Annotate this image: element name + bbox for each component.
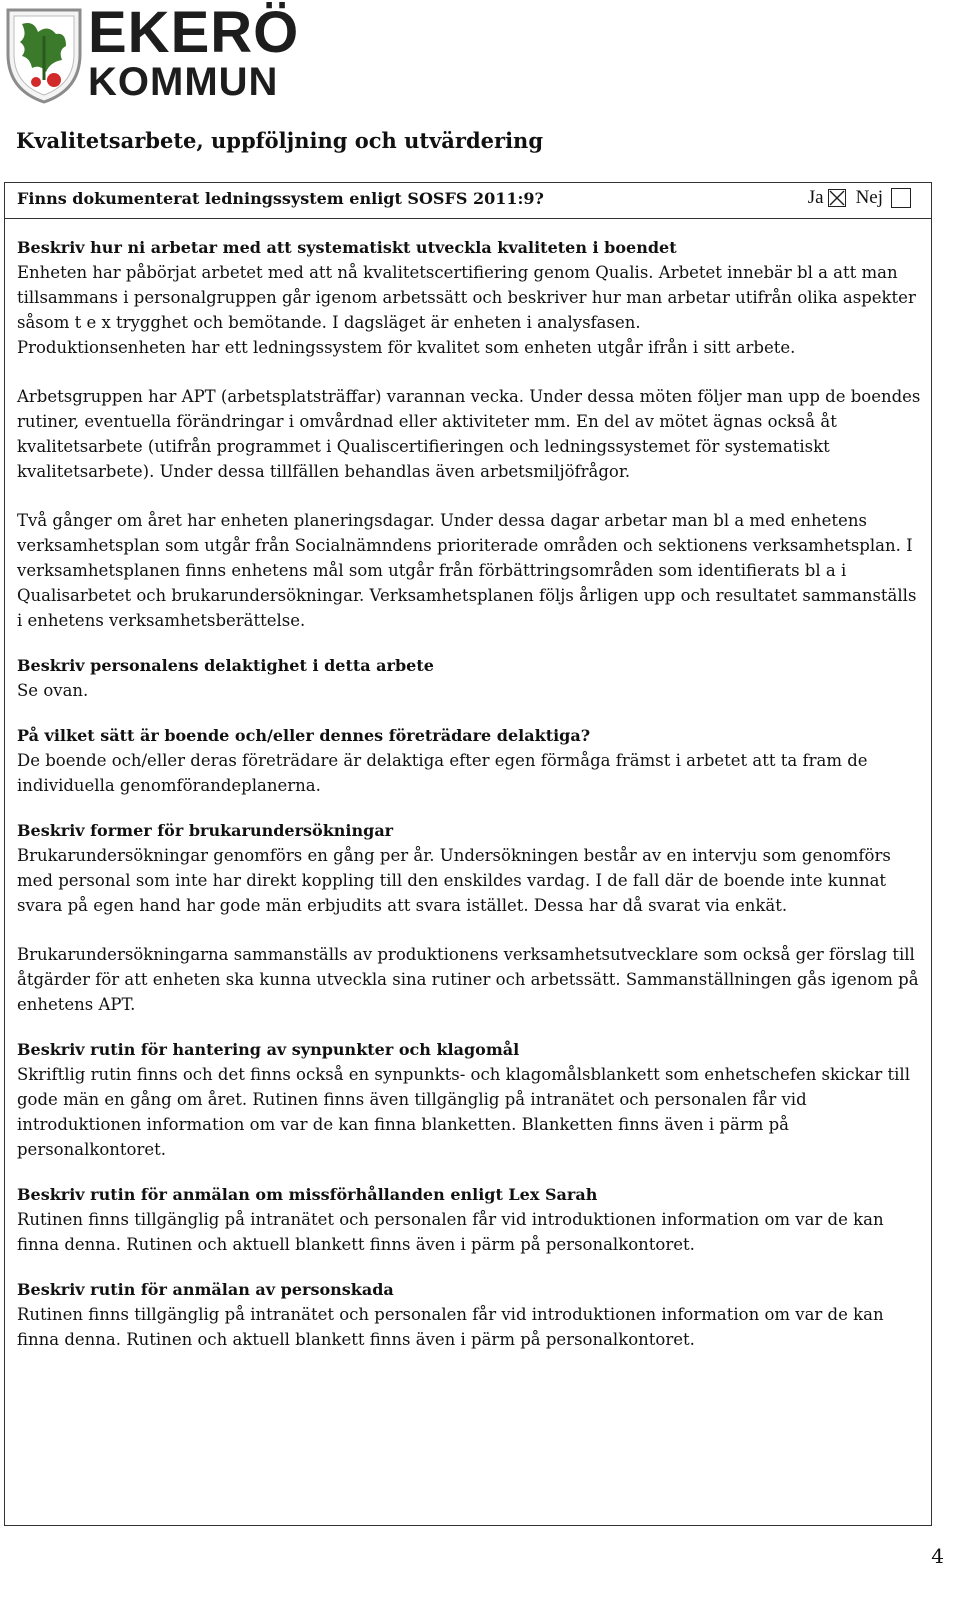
- section-heading-staff-involvement: Beskriv personalens delaktighet i detta arbete: [17, 656, 434, 675]
- section-text: Brukarundersökningarna sammanställs av produktionens verksamhetsutvecklare som också ger förslag till åtgärder för att enheten ska kunna utveckla sina rutiner och arbetssätt. Sammanställningen gås igenom på enhetens APT.: [17, 945, 919, 1014]
- section-text: Rutinen finns tillgänglig på intranätet och personalen får vid introduktionen information om var de kan finna denna. Rutinen och aktuell blankett finns även i pärm på personalkontoret.: [17, 1210, 884, 1254]
- section-text: Enheten har påbörjat arbetet med att nå kvalitetscertifiering genom Qualis. Arbetet innebär bl a att man tillsammans i personalgruppen går igenom arbetssätt och beskriver hur man arbetar utifrån olika aspekter såsom t e x trygghet och bemötande. I dagsläget är enheten i analysfasen.: [17, 263, 916, 332]
- section-heading-user-surveys: Beskriv former för brukarundersökningar: [17, 821, 394, 840]
- yes-no-answer: [808, 187, 917, 209]
- form-content: [17, 235, 922, 1352]
- page-number: 4: [931, 1544, 944, 1568]
- section-text: Rutinen finns tillgänglig på intranätet och personalen får vid introduktionen information om var de kan finna denna. Rutinen och aktuell blankett finns även i pärm på personalkontoret.: [17, 1305, 884, 1349]
- section-text: Skriftlig rutin finns och det finns också en synpunkts- och klagomålsblankett som enhetschefen skickar till gode män en gång om året. Rutinen finns även tillgänglig på intranätet och personalen får vid introduktionen information om var de kan finna blanketten. Blanketten finns även i pärm på personalkontoret.: [17, 1065, 910, 1159]
- yes-label: Ja: [807, 187, 824, 208]
- no-label: Nej: [855, 187, 883, 208]
- logo: [0, 0, 300, 110]
- section-text: Produktionsenheten har ett ledningssystem för kvalitet som enheten utgår ifrån i sitt arbete.: [17, 338, 796, 357]
- section-heading-resident-involvement: På vilket sätt är boende och/eller dennes företrädare delaktiga?: [17, 726, 591, 745]
- page-title: Kvalitetsarbete, uppföljning och utvärdering: [16, 128, 544, 153]
- logo-name-line1: EKERÖ: [88, 0, 300, 65]
- ledningssystem-question-row: [5, 183, 931, 219]
- ledningssystem-question: Finns dokumenterat ledningssystem enligt SOSFS 2011:9?: [17, 189, 544, 208]
- checked-x-icon: [829, 190, 845, 206]
- form-box: [4, 182, 932, 1526]
- section-text: Se ovan.: [17, 681, 89, 700]
- section-heading-personal-injury: Beskriv rutin för anmälan av personskada: [17, 1280, 394, 1299]
- section-text: Två gånger om året har enheten planeringsdagar. Under dessa dagar arbetar man bl a med enhetens verksamhetsplan som utgår från Socialnämndens prioriterade områden och sektionens verksamhetsplan. I verksamhetsplanen finns enhetens mål som utgår från förbättringsområden som identifierats bl a i Qualisarbetet och brukarundersökningar. Verksamhetsplanen följs årligen upp och resultatet sammanställs i enhetens verksamhetsberättelse.: [17, 511, 917, 630]
- section-text: De boende och/eller deras företrädare är delaktiga efter egen förmåga främst i arbetet att ta fram de individuella genomförandeplanerna.: [17, 751, 868, 795]
- section-heading-quality: Beskriv hur ni arbetar med att systematiskt utveckla kvaliteten i boendet: [17, 238, 677, 257]
- logo-name-line2: KOMMUN: [88, 60, 279, 104]
- section-text: Brukarundersökningar genomförs en gång per år. Undersökningen består av en intervju som genomförs med personal som inte har direkt koppling till den enskildes vardag. I de fall där de boende inte kunnat svara på egen hand har gode män erbjudits att svara istället. Dessa har då svarat via enkät.: [17, 846, 891, 915]
- yes-checkbox[interactable]: [828, 189, 846, 207]
- section-heading-lex-sarah: Beskriv rutin för anmälan om missförhållanden enligt Lex Sarah: [17, 1185, 598, 1204]
- section-text: Arbetsgruppen har APT (arbetsplatsträffar) varannan vecka. Under dessa möten följer man upp de boendes rutiner, eventuella förändringar i omvårdnad eller aktiviteter mm. En del av mötet ägnas också åt kvalitetsarbete (utifrån programmet i Qualiscertifieringen och ledningssystemet för systematiskt kvalitetsarbete). Under dessa tillfällen behandlas även arbetsmiljöfrågor.: [17, 387, 921, 481]
- section-heading-complaints: Beskriv rutin för hantering av synpunkter och klagomål: [17, 1040, 520, 1059]
- municipal-shield-icon: [4, 2, 84, 106]
- no-checkbox[interactable]: [891, 188, 911, 208]
